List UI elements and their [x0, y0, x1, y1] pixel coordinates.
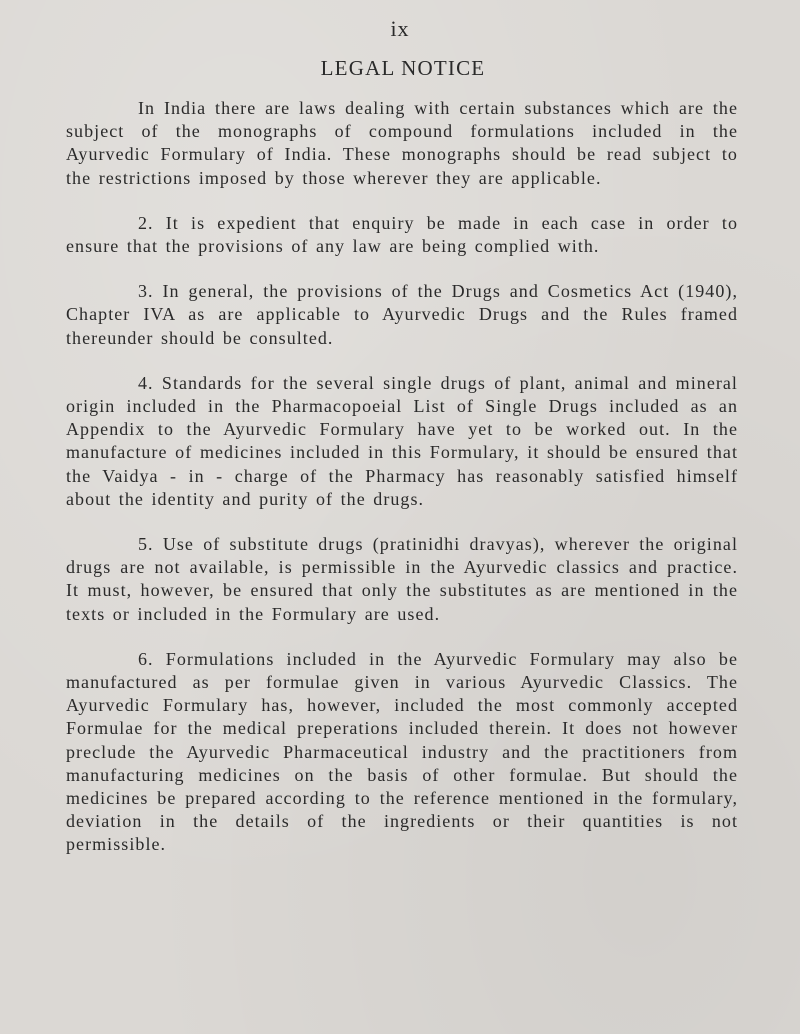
notice-body	[66, 97, 738, 879]
paragraph-5: 5. Use of substitute drugs (pratinidhi dravyas), wherever the original drugs are not available, is permissible in the Ayurvedic classics and practice. It must, however, be ensured that only the substitutes as are mentioned in the texts or included in the Formulary are used.	[66, 534, 738, 624]
page-number: ix	[390, 16, 410, 41]
paragraph-4: 4. Standards for the several single drugs of plant, animal and mineral origin included in the Pharmacopoeial List of Single Drugs included as an Appendix to the Ayurvedic Formulary have yet to be worked out. In the manufacture of medicines included in this Formulary, it should be ensured that the Vaidya - in - charge of the Pharmacy has reasonably satisfied himself about the identity and purity of the drugs.	[66, 372, 738, 509]
page-title: LEGAL NOTICE	[320, 56, 486, 80]
paragraph-6: 6. Formulations included in the Ayurvedic Formulary may also be manufactured as per formulae given in various Ayurvedic Classics. The Ayurvedic Formulary has, however, included the most commonly accepted Formulae for the medical preperations included therein. It does not however preclude the Ayurvedic Pharmaceutical industry and the practitioners from manufacturing medicines on the basis of other formulae. But should the medicines be prepared according to the reference mentioned in the formulary, deviation in the details of the ingredients or their quantities is not permissible.	[66, 648, 738, 855]
paragraph-intro: In India there are laws dealing with certain substances which are the subject of the monographs of compound formulations included in the Ayurvedic Formulary of India. These monographs should be read subject to the restrictions imposed by those wherever they are applicable.	[66, 98, 738, 188]
paragraph-3: 3. In general, the provisions of the Drugs and Cosmetics Act (1940), Chapter IVA as are applicable to Ayurvedic Drugs and the Rules framed thereunder should be consulted.	[66, 281, 738, 348]
paragraph-2: 2. It is expedient that enquiry be made in each case in order to ensure that the provisions of any law are being complied with.	[66, 212, 738, 257]
